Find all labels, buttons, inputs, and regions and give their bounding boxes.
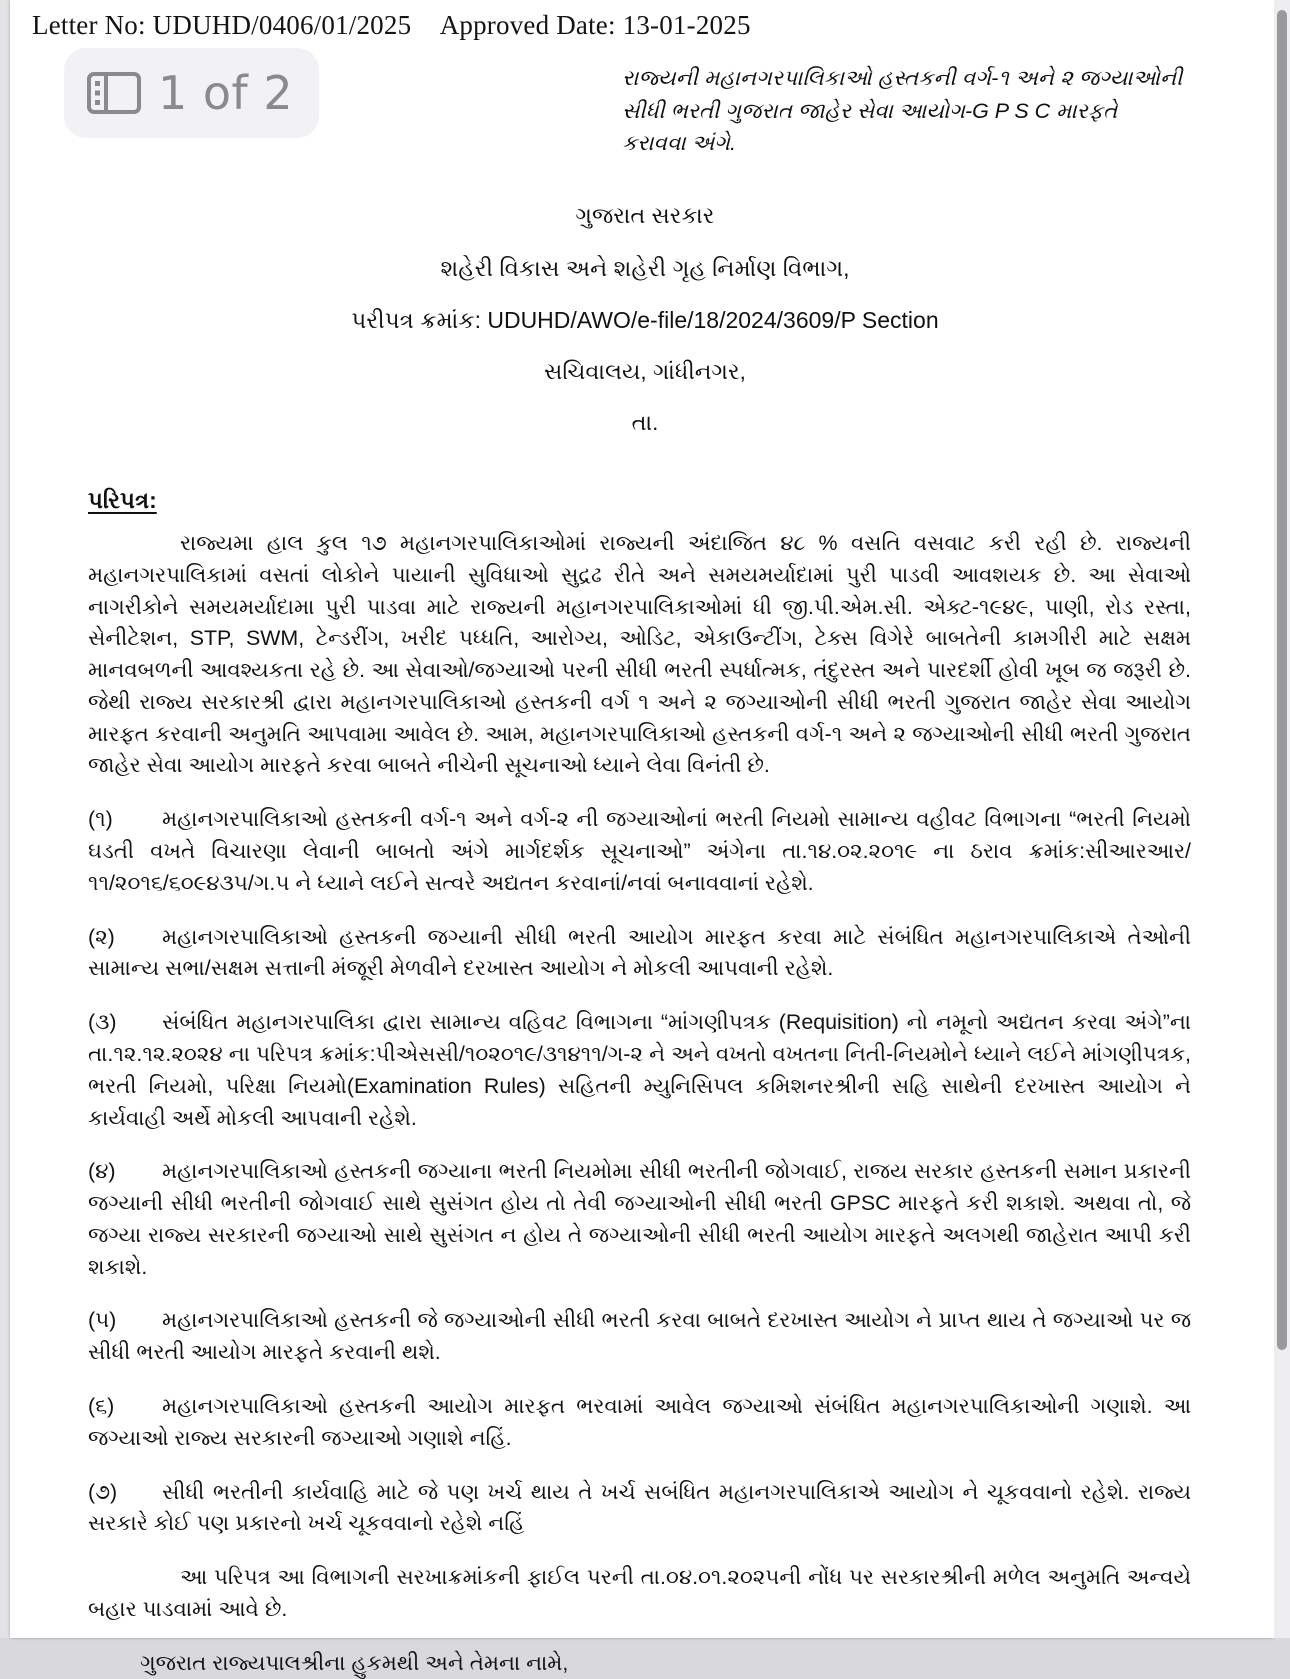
letter-no-value: UDUHD/0406/01/2025 (152, 10, 412, 40)
closing-paragraph: આ પરિપત્ર આ વિભાગની સરખાક્રમાંકની ફાઈલ પરની તા.૦૪.૦૧.૨૦૨૫ની નોંધ પર સરકારશ્રીની મળેલ અનુમતિ અન્વયે બહાર પાડવામાં આવે છે. (88, 1565, 1191, 1621)
point-3-text: સંબંધિત મહાનગરપાલિકા દ્વારા સામાન્ય વહિવટ વિભાગના “માંગણીપત્રક (Requisition) નો નમૂનો અદ્યતન કરવા અંગે”ના તા.૧૨.૧૨.૨૦૨૪ ના પરિપત્ર ક્રમાંક:પીએસસી/૧૦૨૦૧૯/૩૧૪૧૧/ગ-૨ ને અને વખતો વખતના નિતી-નિયમોને ધ્યાને લઈને માંગણીપત્રક, ભરતી નિયમો, પરિક્ષા નિયમો(Examination Rules) સહિતની મ્યુનિસિપલ કમિશનરશ્રીની સહિ સાથેની દરખાસ્ત આયોગ ને કાર્યવાહી અર્થે મોકલી આપવાની રહેશે. (88, 1010, 1191, 1130)
point-7-text: સીધી ભરતીની કાર્યવાહિ માટે જે પણ ખર્ચ થાય તે ખર્ચ સબંધિત મહાનગરપાલિકાએ આયોગ ને ચૂકવવાનો રહેશે. રાજ્ય સરકારે કોઈ પણ પ્રકારનો ખર્ચ ચૂકવવાનો રહેશે નહિં (88, 1479, 1191, 1536)
point-6 (88, 1391, 1191, 1455)
point-4-text: મહાનગરપાલિકાઓ હસ્તકની જગ્યાના ભરતી નિયમોમા સીધી ભરતીની જોગવાઈ, રાજય સરકાર હસ્તકની સમાન પ્રકારની જગ્યાની સીધી ભરતીની જોગવાઈ સાથે સુસંગત હોય તો તેવી જગ્યાઓની સીધી ભરતી GPSC મારફતે કરી શકાશે. અથવા તો, જે જગ્યા રાજ્ય સરકારની જગ્યાઓ સાથે સુસંગત ન હોય તે જગ્યાઓની સીધી ભરતી આયોગ મારફતે અલગથી જાહેરાત આપી કરી શકાશે. (88, 1159, 1191, 1279)
circular-heading: પરિપત્ર: (88, 487, 157, 513)
point-4-number: (૪) (88, 1159, 116, 1184)
government-name: ગુજરાત સરકાર (575, 203, 715, 228)
document-page (10, 0, 1274, 1675)
department-name: શહેરી વિકાસ અને શહેરી ગૃહ નિર્માણ વિભાગ, (440, 254, 850, 281)
point-6-number: (૬) (88, 1393, 115, 1418)
intro-paragraph: રાજ્યમા હાલ કુલ ૧૭ મહાનગરપાલિકાઓમાં રાજ્યની અંદાજિત ૪૮ % વસતિ વસવાટ કરી રહી છે. રાજ્યની મહાનગરપાલિકામાં વસતાં લોકોને પાયાની સુવિધાઓ સુદ્રઢ રીતે અને સમયમર્યાદામાં પુરી પાડવી આવશયક છે. આ સેવાઓ નાગરીકોને સમયમર્યાદામા પુરી પાડવા માટે રાજ્યની મહાનગરપાલિકાઓમાં ધી જી.પી.એમ.સી. એક્ટ-૧૯૪૯, પાણી, રોડ રસ્તા, સેનીટેશન, STP, SWM, ટેન્ડરીંગ, ખરીદ પધ્ધતિ, આરોગ્ય, ઓડિટ, એકાઉન્ટીંગ, ટેક્સ વિગેરે બાબતેની કામગીરી માટે સક્ષમ માનવબળની આવશ્યકતા રહે છે. આ સેવાઓ/જગ્યાઓ પરની સીધી ભરતી સ્પર્ધાત્મક, તંદુરસ્ત અને પારદર્શી હોવી ખૂબ જ જરૂરી છે. જેથી રાજ્ય સરકારશ્રી દ્વારા મહાનગરપાલિકાઓ હસ્તકની વર્ગ ૧ અને ૨ જગ્યાઓની સીધી ભરતી ગુજરાત જાહેર સેવા આયોગ મારફત કરવાની અનુમતિ આપવામા આવેલ છે. આમ, મહાનગરપાલિકાઓ હસ્તકની વર્ગ-૧ અને ૨ જગ્યાઓની સીધી ભરતી ગુજરાત જાહેર સેવા આયોગ મારફતે કરવા બાબતે નીચેની સૂચનાઓ ધ્યાને લેવા વિનંતી છે. (88, 531, 1192, 778)
point-5-number: (૫) (88, 1308, 117, 1333)
point-6-text: મહાનગરપાલિકાઓ હસ્તકની આયોગ મારફત ભરવામાં આવેલ જગ્યાઓ સંબંધિત મહાનગરપાલિકાઓની ગણાશે. આ જગ્યાઓ રાજ્ય સરકારની જગ્યાઓ ગણાશે નહિં. (88, 1393, 1191, 1450)
point-1-number: (૧) (88, 807, 113, 832)
page-indicator-badge[interactable] (64, 48, 319, 138)
subject-block (622, 62, 1182, 160)
page-indicator-label: 1 of 2 (158, 66, 294, 120)
government-header-block (105, 205, 1185, 435)
date-label: તા. (631, 410, 659, 435)
point-5-text: મહાનગરપાલિકાઓ હસ્તકની જે જગ્યાઓની સીધી ભરતી કરવા બાબતે દરખાસ્ત આયોગ ને પ્રાપ્ત થાય તે જગ્યાઓ પર જ સીધી ભરતી આયોગ મારફતે કરવાની થશે. (88, 1308, 1191, 1365)
point-2-number: (૨) (88, 924, 115, 949)
subject-line-1: રાજ્યની મહાનગરપાલિકાઓ હસ્તકની વર્ગ-૧ અને ૨ જગ્યાઓની (622, 66, 1183, 90)
vertical-scrollbar-thumb[interactable] (1277, 10, 1287, 1350)
point-1-text: મહાનગરપાલિકાઓ હસ્તકની વર્ગ-૧ અને વર્ગ-૨ ની જગ્યાઓનાં ભરતી નિયમો સામાન્ય વહીવટ વિભાગના “ભરતી નિયમો ઘડતી વખતે વિચારણા લેવાની બાબતો અંગે માર્ગદર્શક સૂચનાઓ” અંગેના તા.૧૪.૦૨.૨૦૧૯ ના ઠરાવ ક્રમાંક:સીઆરઆર/૧૧/૨૦૧૬/૬૦૯૪૩૫/ગ.૫ ને ધ્યાને લઈને સત્વરે અદ્યતન કરવાનાં/નવાં બનાવવાનાં રહેશે. (88, 807, 1191, 895)
signature-line: ગુજરાત રાજ્યપાલશ્રીના હુકમથી અને તેમના નામે, (140, 1650, 569, 1675)
approved-date-value: 13-01-2025 (622, 10, 751, 40)
point-4 (88, 1156, 1191, 1283)
point-3-number: (૩) (88, 1010, 117, 1035)
point-2 (88, 922, 1191, 986)
panel-thumbnail-icon (86, 71, 142, 115)
place-line: સચિવાલય, ગાંધીનગર, (544, 358, 746, 384)
circular-number: પરીપત્ર ક્રમાંક: UDUHD/AWO/e-file/18/2024/3609/P Section (351, 306, 939, 333)
letter-header-line (32, 10, 751, 41)
point-3 (88, 1007, 1191, 1134)
letter-no-label: Letter No: (32, 10, 146, 40)
point-5 (88, 1305, 1191, 1369)
point-7-number: (૭) (88, 1479, 118, 1504)
document-body (88, 528, 1191, 1679)
point-7 (88, 1477, 1191, 1541)
point-2-text: મહાનગરપાલિકાઓ હસ્તકની જગ્યાની સીધી ભરતી આયોગ મારફત કરવા માટે સંબંધિત મહાનગરપાલિકાએ તેઓની સામાન્ય સભા/સક્ષમ સત્તાની મંજૂરી મેળવીને દરખાસ્ત આયોગ ને મોકલી આપવાની રહેશે. (88, 924, 1191, 981)
point-1 (88, 804, 1191, 899)
subject-line-3: કરાવવા અંગે. (622, 131, 736, 156)
approved-date-label: Approved Date: (439, 10, 616, 40)
vertical-scrollbar-track[interactable] (1274, 0, 1290, 1638)
subject-line-2: સીધી ભરતી ગુજરાત જાહેર સેવા આયોગ-G P S C મારફતે (622, 98, 1118, 123)
